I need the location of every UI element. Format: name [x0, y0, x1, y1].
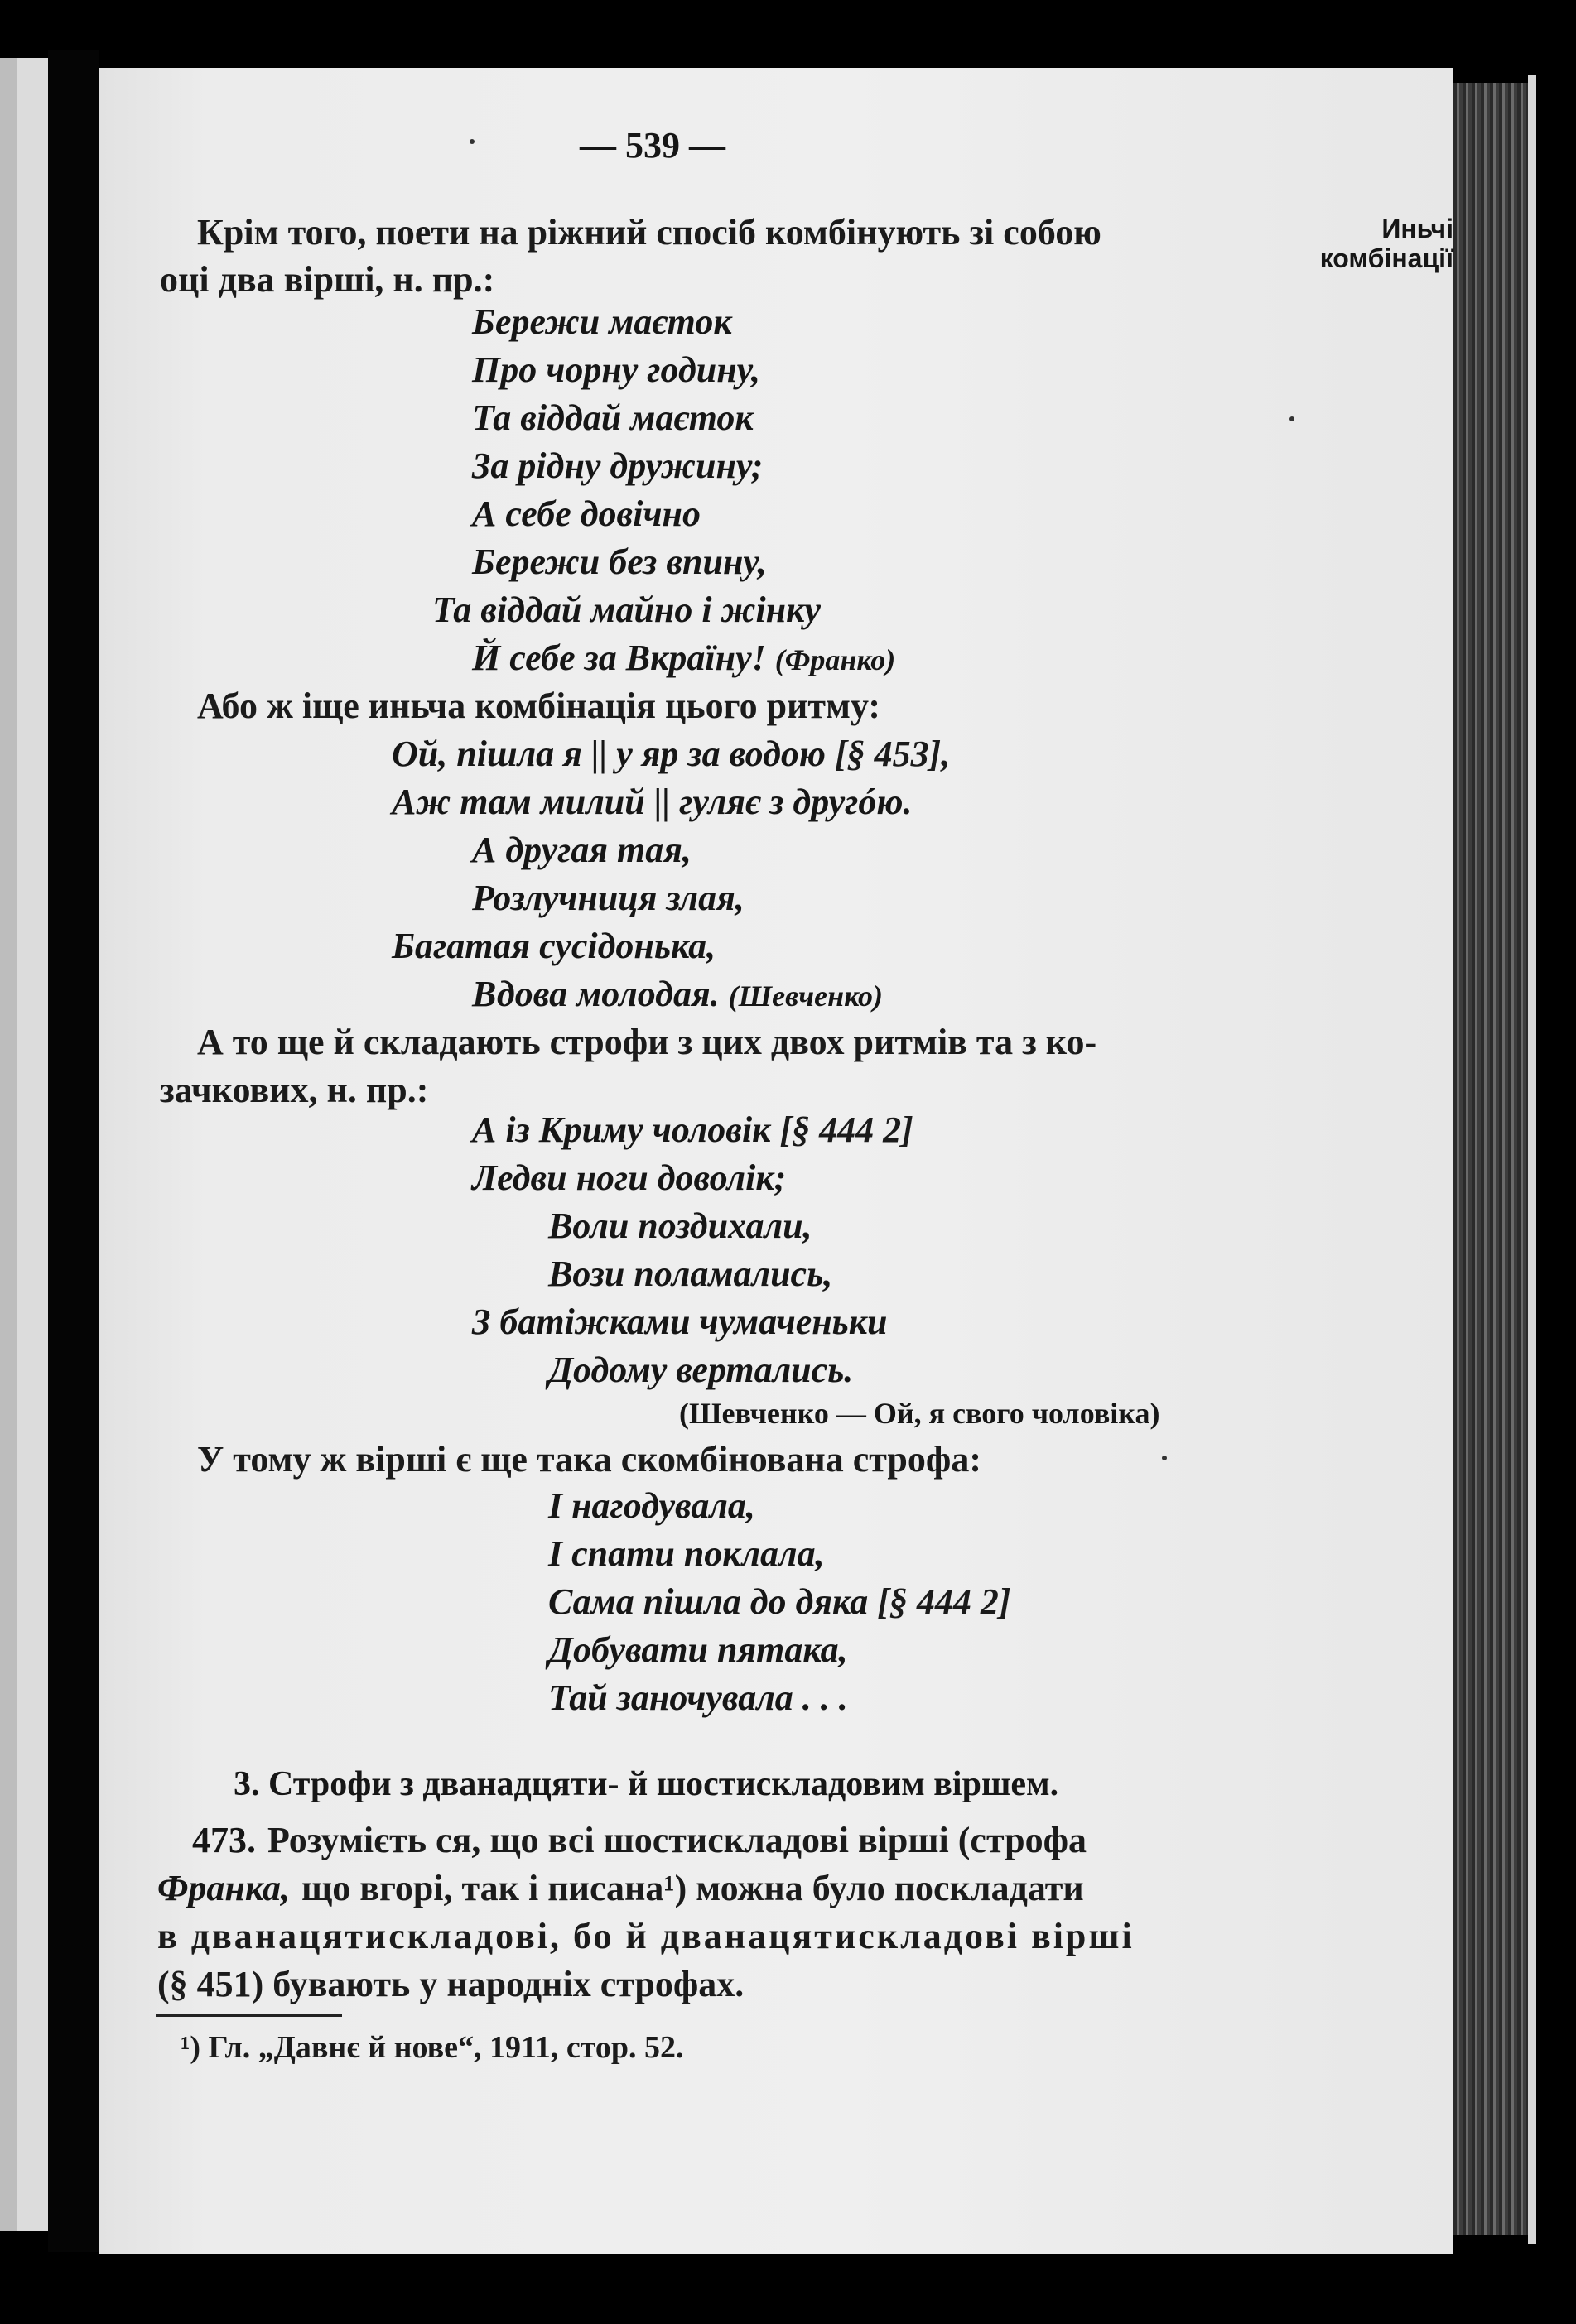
verse-text: Вдова молодая. — [472, 974, 720, 1014]
book-gutter — [48, 50, 99, 2252]
verse-line: Тай заночувала . . . — [548, 1677, 848, 1718]
margin-note-line-2: комбінації — [1319, 243, 1453, 273]
section-reference: [§ 453], — [835, 734, 951, 774]
text-line: зачкових, н. пр.: — [160, 1070, 429, 1110]
verse-line: Аж там милий || гуляє з другóю. — [392, 782, 913, 822]
verse-line: А себе довічно — [472, 493, 701, 534]
verse-line: Розлучниця злая, — [472, 878, 745, 918]
verse-line: І спати поклала, — [548, 1533, 825, 1574]
text-line: оці два вірші, н. пр.: — [160, 259, 495, 300]
section-heading: 3. Строфи з дванадцяти- й шостискладовим віршем. — [234, 1765, 1059, 1803]
left-page-edge — [0, 58, 48, 2231]
verse-line: І нагодувала, — [548, 1485, 755, 1526]
verse-line: З батіжками чумаченьки — [472, 1302, 888, 1342]
paragraph-text: Розумієть ся, що всі шостискладові вірші (строфа — [267, 1820, 1087, 1860]
verse-line — [548, 1580, 1011, 1624]
verse-line: Ледви ноги доволік; — [472, 1157, 787, 1198]
verse-line — [472, 972, 883, 1018]
source-attribution: (Шевченко) — [728, 979, 883, 1013]
verse-line: Додому вертались. — [548, 1350, 854, 1390]
print-speck — [1162, 1456, 1167, 1460]
page-number: — 539 — — [580, 125, 725, 166]
verse-line — [472, 636, 895, 682]
text-line: Крім того, поети на ріжний спосіб комбінують зі собою — [197, 212, 1101, 253]
verse-text: Сама пішла до дяка — [548, 1581, 869, 1622]
margin-note-line-1: Иньчі — [1381, 214, 1453, 243]
source-attribution: (Шевченко — Ой, я свого чоловіка) — [679, 1397, 1160, 1430]
verse-line: Бережи маєток — [472, 301, 732, 342]
verse-line: Вози поламались, — [548, 1253, 833, 1294]
paragraph-line: (§ 451) бувають у народніх строфах. — [157, 1964, 745, 2004]
verse-line: Воли поздихали, — [548, 1205, 812, 1246]
verse-line: Про чорну годину, — [472, 349, 761, 390]
print-speck — [1289, 416, 1294, 421]
verse-text: А із Криму чоловік — [472, 1109, 771, 1150]
margin-note — [1288, 214, 1453, 273]
section-reference: [§ 444 2] — [779, 1109, 913, 1150]
verse-line: Та віддай майно і жінку — [432, 589, 821, 630]
verse-line: Добувати пятака, — [548, 1629, 848, 1670]
paragraph-number: 473. — [192, 1820, 256, 1860]
text-line: А то ще й складають строфи з цих двох ритмів та з ко- — [197, 1022, 1097, 1062]
paragraph-line — [157, 1866, 1084, 1911]
verse-line: А другая тая, — [472, 830, 692, 870]
author-name: Франка, — [157, 1868, 291, 1908]
footnote-rule — [156, 2014, 342, 2017]
text-line: Або ж іще иньча комбінація цього ритму: — [197, 686, 881, 726]
paragraph-text: що вгорі, так і писана¹) можна було поскладати — [301, 1868, 1084, 1908]
paragraph-line — [192, 1818, 1087, 1863]
page-stack-rim — [1528, 75, 1536, 2244]
verse-line — [392, 732, 950, 777]
verse-line: Бережи без впину, — [472, 541, 767, 582]
footnote: ¹) Гл. „Давнє й нове“, 1911, стор. 52. — [181, 2030, 684, 2065]
paragraph-line: в дванацятискладові, бо й дванацятискладові вірші — [157, 1916, 1135, 1956]
verse-line: Багатая сусідонька, — [392, 926, 716, 966]
verse-text: Й себе за Вкраїну! — [472, 638, 766, 678]
print-speck — [470, 139, 475, 144]
page-stack-edge — [1453, 83, 1528, 2235]
verse-line: За рідну дружину; — [472, 445, 764, 486]
section-reference: [§ 444 2] — [877, 1581, 1011, 1622]
verse-line — [472, 1108, 913, 1152]
source-attribution: (Франко) — [774, 643, 896, 676]
text-line: У тому ж вірші є ще така скомбінована строфа: — [197, 1439, 981, 1480]
verse-text: Ой, пішла я || у яр за водою — [392, 734, 827, 774]
verse-line: Та віддай маєток — [472, 397, 754, 438]
